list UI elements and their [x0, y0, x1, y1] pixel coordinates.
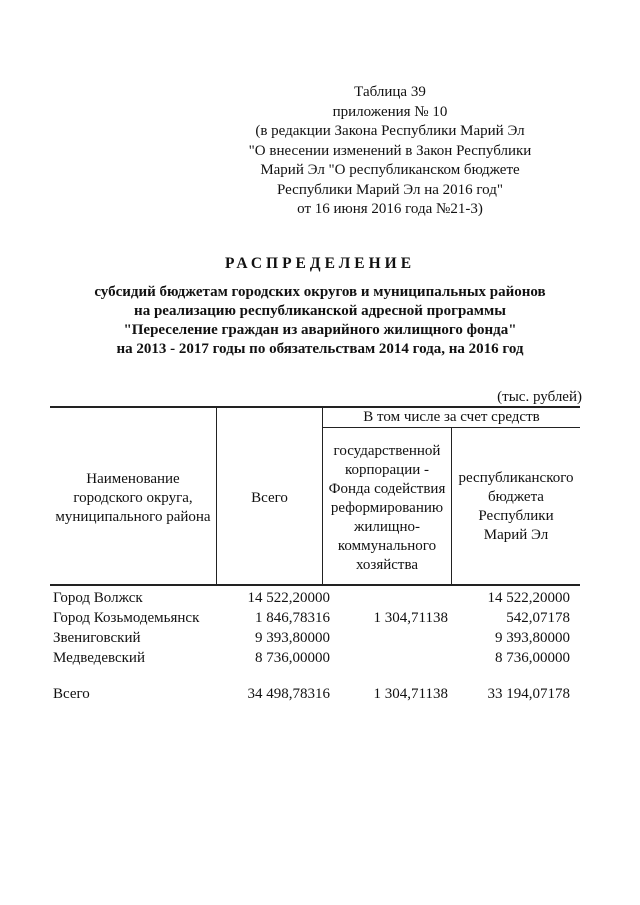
- header-resp: [452, 469, 580, 545]
- subtitle-line: на реализацию республиканской адресной программы: [134, 303, 506, 319]
- appendix-header: [230, 83, 550, 220]
- table-bottom-rule: [50, 584, 580, 586]
- header-line: Таблица 39: [354, 84, 426, 100]
- subtitle-line: "Переселение граждан из аварийного жилищного фонда": [123, 322, 517, 338]
- table-row: [50, 610, 580, 630]
- header-line: Марий Эл "О республиканском бюджете: [260, 162, 520, 178]
- header-line: Республики Марий Эл на 2016 год": [276, 181, 504, 198]
- table-row: [50, 630, 580, 650]
- header-line: (в редакции Закона Республики Марий Эл: [255, 123, 525, 139]
- row-resp: 542,07178: [506, 610, 570, 626]
- header-name-line: муниципального района: [55, 509, 211, 525]
- row-name: Звениговский: [53, 630, 141, 646]
- header-resp-line: бюджета: [488, 489, 544, 505]
- document-title: [20, 255, 620, 359]
- subtitle-line: на 2013 - 2017 годы по обязательствам 2014 года, на 2016 год: [116, 341, 524, 357]
- subtitle-line: субсидий бюджетам городских округов и муниципальных районов: [94, 284, 546, 300]
- header-line: от 16 июня 2016 года №21-3): [297, 201, 483, 217]
- total-resp: 33 194,07178: [487, 686, 570, 702]
- row-fond: 1 304,71138: [373, 610, 448, 626]
- row-name: Город Волжск: [53, 590, 143, 606]
- row-resp: 14 522,20000: [487, 590, 570, 606]
- units-label: (тыс. рублей): [497, 389, 582, 405]
- header-fond-line: хозяйства: [355, 557, 419, 573]
- row-name: Медведевский: [53, 650, 145, 666]
- row-total: 1 846,78316: [255, 610, 330, 626]
- table-row: [50, 590, 580, 610]
- header-fond-line: жилищно-: [354, 519, 420, 535]
- row-resp: 9 393,80000: [495, 630, 570, 646]
- row-total: 8 736,00000: [255, 650, 330, 666]
- header-resp-line: Республики: [478, 508, 554, 524]
- header-resp-line: республиканского: [458, 470, 574, 486]
- group-divider: [322, 427, 580, 428]
- header-fond-line: реформированию: [330, 500, 444, 516]
- header-group: В том числе за счет средств: [363, 409, 540, 425]
- header-resp-line: Марий Эл: [483, 527, 549, 543]
- total-fond: 1 304,71138: [373, 686, 448, 702]
- row-total: 14 522,20000: [247, 590, 330, 606]
- row-resp: 8 736,00000: [495, 650, 570, 666]
- header-name-line: городского округа,: [73, 490, 193, 506]
- header-fond-line: коммунального: [337, 538, 437, 554]
- header-name-line: Наименование: [86, 471, 180, 487]
- header-fond: [323, 442, 451, 575]
- title-main: РАСПРЕДЕЛЕНИЕ: [224, 255, 416, 272]
- header-fond-line: государственной: [333, 443, 441, 459]
- total-name: Всего: [53, 686, 90, 702]
- row-total: 9 393,80000: [255, 630, 330, 646]
- header-name: [50, 470, 216, 527]
- table-row: [50, 650, 580, 670]
- table-header: [50, 406, 580, 586]
- header-fond-line: корпорации -: [344, 462, 430, 478]
- total-total: 34 498,78316: [247, 686, 330, 702]
- row-name: Город Козьмодемьянск: [53, 610, 200, 626]
- header-fond-line: Фонда содействия: [328, 481, 446, 497]
- header-line: "О внесении изменений в Закон Республики: [248, 142, 532, 159]
- header-line: приложения № 10: [332, 103, 448, 120]
- total-row: [50, 686, 580, 706]
- header-total: Всего: [251, 490, 288, 506]
